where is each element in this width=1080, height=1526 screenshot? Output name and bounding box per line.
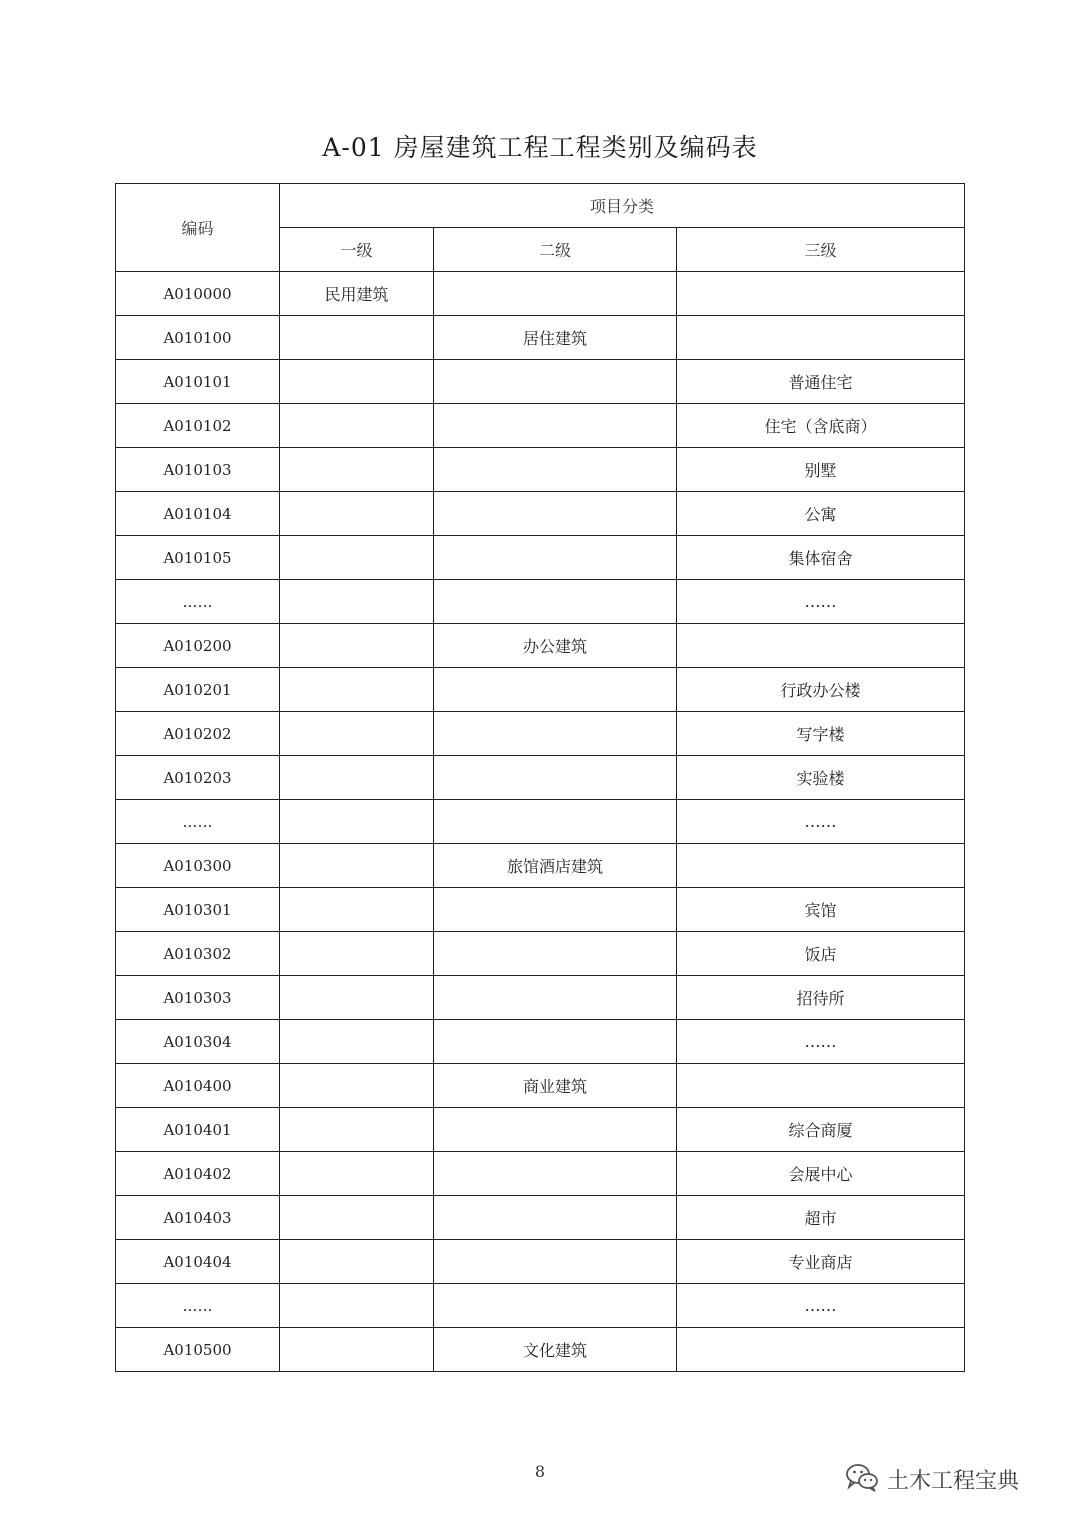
table-row — [116, 536, 965, 580]
cell-code: A010200 — [116, 624, 280, 668]
cell-level3: 别墅 — [677, 448, 965, 492]
cell-code: …… — [116, 1284, 280, 1328]
cell-level2 — [434, 888, 677, 932]
table-row — [116, 888, 965, 932]
cell-code: A010201 — [116, 668, 280, 712]
cell-code: A010101 — [116, 360, 280, 404]
table-row — [116, 1020, 965, 1064]
table-row — [116, 580, 965, 624]
cell-level1 — [280, 536, 434, 580]
cell-code: A010403 — [116, 1196, 280, 1240]
cell-level2 — [434, 756, 677, 800]
cell-level3: 集体宿舍 — [677, 536, 965, 580]
cell-level3: …… — [677, 580, 965, 624]
cell-code: A010402 — [116, 1152, 280, 1196]
cell-code: A010100 — [116, 316, 280, 360]
cell-level2: 居住建筑 — [434, 316, 677, 360]
cell-level1 — [280, 1020, 434, 1064]
code-table — [115, 183, 965, 1372]
cell-code: A010400 — [116, 1064, 280, 1108]
cell-level3: 饭店 — [677, 932, 965, 976]
cell-level1 — [280, 712, 434, 756]
cell-level3: 普通住宅 — [677, 360, 965, 404]
cell-level2 — [434, 712, 677, 756]
header-code: 编码 — [116, 184, 280, 272]
cell-level2: 办公建筑 — [434, 624, 677, 668]
cell-level1 — [280, 1284, 434, 1328]
wechat-icon — [845, 1462, 879, 1496]
watermark — [845, 1461, 1019, 1497]
cell-level3: 行政办公楼 — [677, 668, 965, 712]
watermark-text: 土木工程宝典 — [887, 1468, 1020, 1494]
cell-level1 — [280, 1196, 434, 1240]
cell-level2 — [434, 272, 677, 316]
cell-code: …… — [116, 580, 280, 624]
cell-level3: …… — [677, 1284, 965, 1328]
cell-code: A010202 — [116, 712, 280, 756]
table-row — [116, 976, 965, 1020]
table-row — [116, 1284, 965, 1328]
table-row — [116, 448, 965, 492]
cell-level3 — [677, 624, 965, 668]
cell-level2 — [434, 1240, 677, 1284]
header-level3: 三级 — [677, 228, 965, 272]
cell-level3: 超市 — [677, 1196, 965, 1240]
cell-level1 — [280, 1064, 434, 1108]
cell-level3 — [677, 272, 965, 316]
cell-level1 — [280, 448, 434, 492]
cell-level2 — [434, 1152, 677, 1196]
cell-level2: 旅馆酒店建筑 — [434, 844, 677, 888]
cell-code: A010500 — [116, 1328, 280, 1372]
table-row — [116, 800, 965, 844]
cell-level1 — [280, 976, 434, 1020]
table-row — [116, 404, 965, 448]
table-row — [116, 1108, 965, 1152]
cell-level3: …… — [677, 1020, 965, 1064]
table-row — [116, 1240, 965, 1284]
table-row — [116, 1328, 965, 1372]
document-title: A-01 房屋建筑工程工程类别及编码表 — [322, 133, 758, 162]
cell-level3 — [677, 844, 965, 888]
cell-level2 — [434, 932, 677, 976]
header-level1: 一级 — [280, 228, 434, 272]
cell-level1 — [280, 404, 434, 448]
cell-level3: 招待所 — [677, 976, 965, 1020]
cell-level2 — [434, 800, 677, 844]
cell-level1 — [280, 844, 434, 888]
cell-level1 — [280, 360, 434, 404]
cell-level2 — [434, 492, 677, 536]
cell-code: A010404 — [116, 1240, 280, 1284]
cell-level2: 商业建筑 — [434, 1064, 677, 1108]
table-row — [116, 1196, 965, 1240]
cell-level1 — [280, 580, 434, 624]
cell-level1 — [280, 668, 434, 712]
table-row — [116, 932, 965, 976]
cell-level2 — [434, 448, 677, 492]
cell-level3: 宾馆 — [677, 888, 965, 932]
cell-code: …… — [116, 800, 280, 844]
cell-level2 — [434, 1108, 677, 1152]
cell-level2 — [434, 404, 677, 448]
cell-level2 — [434, 1196, 677, 1240]
cell-code: A010303 — [116, 976, 280, 1020]
table-row — [116, 756, 965, 800]
table-row — [116, 1152, 965, 1196]
table-row — [116, 668, 965, 712]
cell-level1 — [280, 624, 434, 668]
cell-level2 — [434, 536, 677, 580]
table-row — [116, 316, 965, 360]
cell-level1 — [280, 1152, 434, 1196]
cell-level1: 民用建筑 — [280, 272, 434, 316]
page-number: 8 — [534, 1462, 546, 1481]
cell-code: A010104 — [116, 492, 280, 536]
cell-level1 — [280, 316, 434, 360]
cell-level2 — [434, 976, 677, 1020]
table-row — [116, 624, 965, 668]
cell-level1 — [280, 1240, 434, 1284]
cell-code: A010302 — [116, 932, 280, 976]
cell-code: A010203 — [116, 756, 280, 800]
cell-level1 — [280, 1328, 434, 1372]
cell-code: A010304 — [116, 1020, 280, 1064]
cell-level3: 会展中心 — [677, 1152, 965, 1196]
header-row-1 — [116, 184, 965, 228]
cell-level1 — [280, 756, 434, 800]
cell-level3: 综合商厦 — [677, 1108, 965, 1152]
cell-level3: 写字楼 — [677, 712, 965, 756]
cell-level3: 实验楼 — [677, 756, 965, 800]
cell-level2 — [434, 668, 677, 712]
cell-level1 — [280, 888, 434, 932]
header-group: 项目分类 — [280, 184, 965, 228]
table-row — [116, 712, 965, 756]
cell-code: A010301 — [116, 888, 280, 932]
header-level2: 二级 — [434, 228, 677, 272]
cell-code: A010102 — [116, 404, 280, 448]
cell-code: A010105 — [116, 536, 280, 580]
table-row — [116, 492, 965, 536]
cell-level2 — [434, 580, 677, 624]
cell-level3: 住宅（含底商） — [677, 404, 965, 448]
cell-level3 — [677, 316, 965, 360]
cell-level3 — [677, 1328, 965, 1372]
cell-code: A010300 — [116, 844, 280, 888]
cell-level2 — [434, 1284, 677, 1328]
cell-code: A010000 — [116, 272, 280, 316]
cell-code: A010103 — [116, 448, 280, 492]
cell-level3 — [677, 1064, 965, 1108]
cell-level2: 文化建筑 — [434, 1328, 677, 1372]
cell-code: A010401 — [116, 1108, 280, 1152]
table-row — [116, 272, 965, 316]
cell-level2 — [434, 1020, 677, 1064]
cell-level1 — [280, 492, 434, 536]
cell-level3: …… — [677, 800, 965, 844]
cell-level1 — [280, 800, 434, 844]
cell-level1 — [280, 1108, 434, 1152]
cell-level2 — [434, 360, 677, 404]
cell-level3: 公寓 — [677, 492, 965, 536]
table-row — [116, 1064, 965, 1108]
cell-level1 — [280, 932, 434, 976]
cell-level3: 专业商店 — [677, 1240, 965, 1284]
table-row — [116, 360, 965, 404]
table-row — [116, 844, 965, 888]
